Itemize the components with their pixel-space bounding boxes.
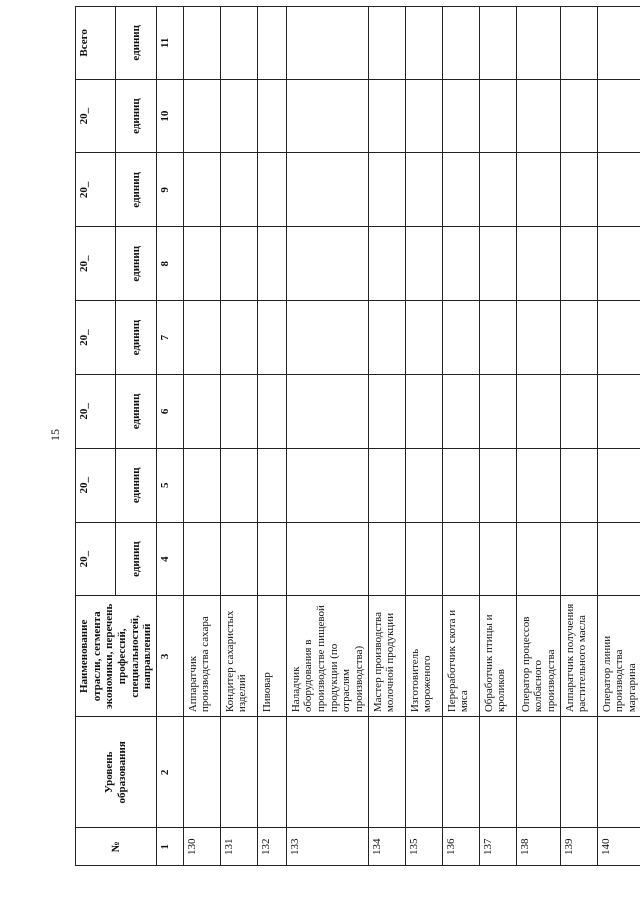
row-name: Кондитер сахаристых изделий xyxy=(220,596,257,717)
table-row xyxy=(405,7,442,866)
table-row xyxy=(368,7,405,866)
column-number: 9 xyxy=(156,153,183,227)
professions-table xyxy=(75,6,640,866)
row-number: 138 xyxy=(516,828,560,866)
row-number: 130 xyxy=(183,828,220,866)
row-level xyxy=(560,717,597,828)
row-name: Изготовитель мороженого xyxy=(405,596,442,717)
year-header: 20_ xyxy=(76,153,116,227)
table-row xyxy=(560,7,597,866)
column-number: 5 xyxy=(156,448,183,522)
row-level xyxy=(183,717,220,828)
table-row xyxy=(516,7,560,866)
table-row xyxy=(220,7,257,866)
row-number: 136 xyxy=(442,828,479,866)
unit-header: единиц xyxy=(115,79,156,153)
column-number: 11 xyxy=(156,7,183,80)
column-number: 10 xyxy=(156,79,183,153)
table-row xyxy=(286,7,368,866)
row-name: Обработчик птицы и кроликов xyxy=(479,596,516,717)
row-level xyxy=(597,717,640,828)
total-header: Всего xyxy=(76,7,116,80)
unit-header: единиц xyxy=(115,301,156,375)
col-header-level: Уровень образования xyxy=(76,717,157,828)
unit-header: единиц xyxy=(115,522,156,596)
row-name: Оператор линии производства маргарина xyxy=(597,596,640,717)
row-number: 133 xyxy=(286,828,368,866)
column-number: 2 xyxy=(156,717,183,828)
header-row-1 xyxy=(76,7,116,866)
unit-header: единиц xyxy=(115,153,156,227)
row-level xyxy=(257,717,286,828)
table-row xyxy=(442,7,479,866)
year-header: 20_ xyxy=(76,301,116,375)
column-number: 7 xyxy=(156,301,183,375)
row-level xyxy=(286,717,368,828)
row-name: Аппаратчик получения растительного масла xyxy=(560,596,597,717)
unit-header: единиц xyxy=(115,374,156,448)
column-number: 4 xyxy=(156,522,183,596)
row-number: 140 xyxy=(597,828,640,866)
page-number: 15 xyxy=(47,429,62,441)
year-header: 20_ xyxy=(76,79,116,153)
row-name: Наладчик оборудования в производстве пищевой продукции (по отраслям производства) xyxy=(286,596,368,717)
row-level xyxy=(368,717,405,828)
year-header: 20_ xyxy=(76,374,116,448)
row-name: Переработчик скота и мяса xyxy=(442,596,479,717)
unit-header: единиц xyxy=(115,448,156,522)
unit-header: единиц xyxy=(115,227,156,301)
year-header: 20_ xyxy=(76,522,116,596)
row-number: 137 xyxy=(479,828,516,866)
column-numbers-row xyxy=(156,7,183,866)
row-name: Мастер производства молочной продукции xyxy=(368,596,405,717)
row-number: 131 xyxy=(220,828,257,866)
year-header: 20_ xyxy=(76,227,116,301)
row-level xyxy=(516,717,560,828)
row-number: 134 xyxy=(368,828,405,866)
row-level xyxy=(220,717,257,828)
row-number: 135 xyxy=(405,828,442,866)
column-number: 3 xyxy=(156,596,183,717)
unit-header: единиц xyxy=(115,7,156,80)
table-row xyxy=(257,7,286,866)
column-number: 1 xyxy=(156,828,183,866)
row-level xyxy=(479,717,516,828)
row-number: 132 xyxy=(257,828,286,866)
year-header: 20_ xyxy=(76,448,116,522)
rotated-table-container xyxy=(75,6,638,866)
row-name: Пивовар xyxy=(257,596,286,717)
table-row xyxy=(479,7,516,866)
column-number: 8 xyxy=(156,227,183,301)
col-header-no: № xyxy=(76,828,157,866)
row-level xyxy=(442,717,479,828)
table-row xyxy=(183,7,220,866)
row-level xyxy=(405,717,442,828)
table-row xyxy=(597,7,640,866)
row-number: 139 xyxy=(560,828,597,866)
column-number: 6 xyxy=(156,374,183,448)
row-name: Оператор процессов колбасного производства xyxy=(516,596,560,717)
col-header-name: Наименование отрасли, сегмента экономики, перечень профессий, специальностей, направлений xyxy=(76,596,157,717)
row-name: Аппаратчик производства сахара xyxy=(183,596,220,717)
